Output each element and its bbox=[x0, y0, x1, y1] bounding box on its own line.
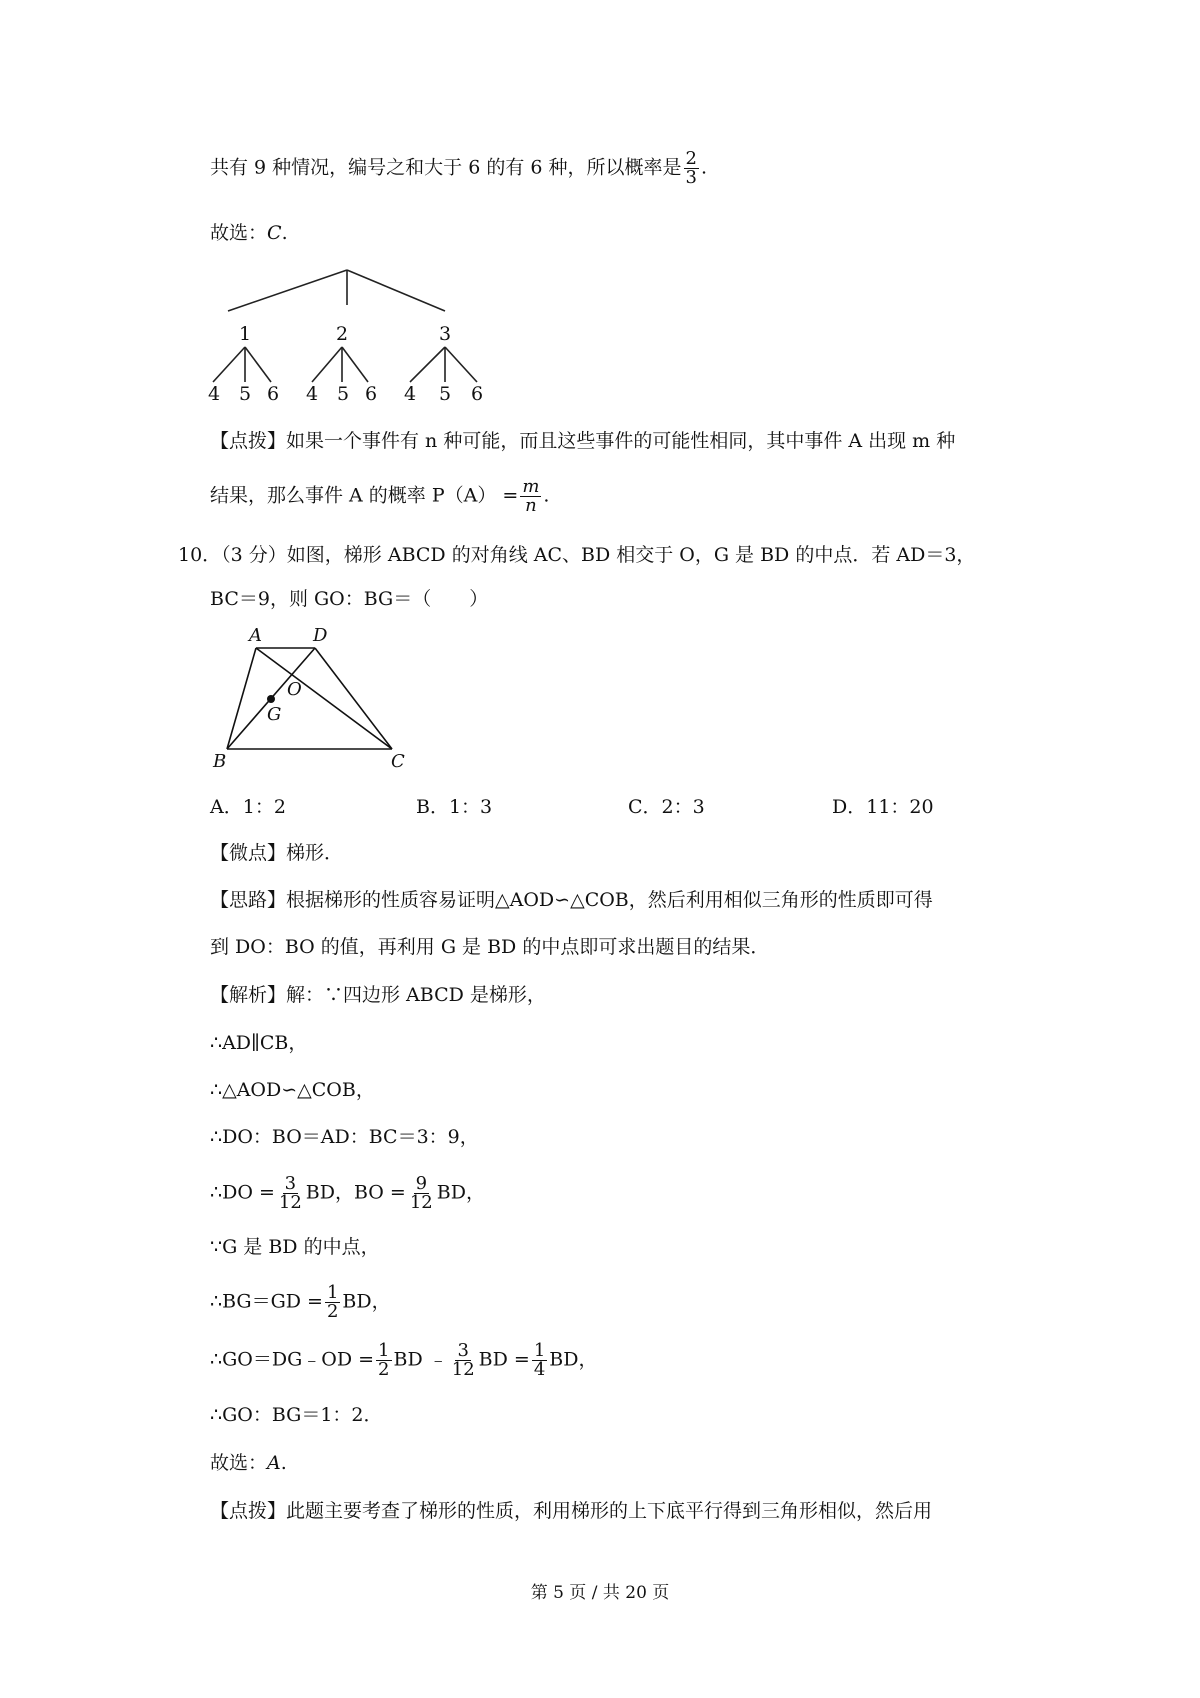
option-c[interactable]: C．2：3 bbox=[628, 796, 705, 818]
point-label-o: O bbox=[287, 679, 302, 700]
tree-node-1: 1 bbox=[239, 323, 252, 345]
prev-choice-line: 故选：C. bbox=[210, 222, 288, 244]
q10-stem-line-1: 10．（3 分）如图，梯形 ABCD 的对角线 AC、BD 相交于 O，G 是 BD 的中点．若 AD＝3， bbox=[178, 544, 976, 566]
tree-leaf: 6 bbox=[471, 383, 484, 405]
tree-leaf: 6 bbox=[365, 383, 378, 405]
q10-options bbox=[210, 792, 1010, 822]
solution-step: ∴△AOD∽△COB， bbox=[210, 1079, 375, 1101]
solution-step: ∴BG＝GD = $\frac{1}{2}$ BD， bbox=[210, 1282, 391, 1322]
tree-leaf: 5 bbox=[239, 383, 252, 405]
tree-node-2: 2 bbox=[336, 323, 349, 345]
tree-leaf: 4 bbox=[404, 383, 417, 405]
solution-step: ∴GO＝DG﹣OD = $\frac{1}{2}$ BD ﹣ $\frac{3}{12}$ BD = $\frac{1}{4}$ BD， bbox=[210, 1340, 598, 1380]
option-d[interactable]: D．11：20 bbox=[832, 796, 934, 818]
tree-leaf: 6 bbox=[267, 383, 280, 405]
tree-diagram bbox=[205, 265, 525, 405]
solution-step: ∴DO = $\frac{3}{12}$ BD，BO = $\frac{9}{12}$ BD， bbox=[210, 1173, 485, 1213]
tree-leaf: 4 bbox=[306, 383, 319, 405]
vertex-label-b: B bbox=[213, 751, 227, 770]
prev-summary-line: 共有 9 种情况，编号之和大于 6 的有 6 种，所以概率是 $\frac{2}{3}$ . bbox=[210, 148, 708, 188]
point-label-g: G bbox=[267, 704, 282, 725]
vertex-label-d: D bbox=[313, 625, 328, 646]
tree-node-3: 3 bbox=[439, 323, 452, 345]
prev-choice-value: C bbox=[267, 222, 282, 244]
fraction-two-thirds: $\frac{2}{3}$ bbox=[685, 148, 697, 188]
vertex-label-a: A bbox=[249, 625, 262, 646]
solution-step: ∴AD∥CB， bbox=[210, 1032, 308, 1054]
fraction-m-over-n: $\frac{m}{n}$ bbox=[522, 476, 540, 516]
q10-idea-line-2: 到 DO：BO 的值，再利用 G 是 BD 的中点即可求出题目的结果． bbox=[210, 936, 770, 958]
q10-tip-line: 【点拨】此题主要考查了梯形的性质，利用梯形的上下底平行得到三角形相似，然后用 bbox=[210, 1500, 933, 1522]
option-a[interactable]: A．1：2 bbox=[210, 796, 286, 818]
trapezoid-figure bbox=[205, 625, 425, 770]
tree-leaf: 5 bbox=[439, 383, 452, 405]
vertex-label-c: C bbox=[391, 751, 405, 770]
tree-leaf: 4 bbox=[208, 383, 221, 405]
q10-point-line: 【微点】梯形． bbox=[210, 842, 344, 864]
prev-summary-text: 共有 9 种情况，编号之和大于 6 的有 6 种，所以概率是 bbox=[210, 156, 682, 179]
q10-stem-line-2: BC＝9，则 GO：BG＝（ ） bbox=[210, 588, 489, 610]
solution-step: ∴DO：BO＝AD：BC＝3：9， bbox=[210, 1126, 479, 1148]
solution-step: ∵G 是 BD 的中点， bbox=[210, 1236, 380, 1258]
q10-choice-line: 故选：A. bbox=[210, 1452, 287, 1474]
option-b[interactable]: B．1：3 bbox=[416, 796, 493, 818]
q10-solution-intro: 【解析】解：∵四边形 ABCD 是梯形， bbox=[210, 984, 546, 1006]
prev-tip-line-1: 【点拨】如果一个事件有 n 种可能，而且这些事件的可能性相同，其中事件 A 出现 m 种 bbox=[210, 430, 956, 452]
page-footer: 第 5 页 / 共 20 页 bbox=[530, 1583, 670, 1603]
tip-label: 【点拨】 bbox=[210, 430, 287, 452]
prev-tip-line-2: 结果，那么事件 A 的概率 P（A） = $\frac{m}{n}$ . bbox=[210, 476, 550, 516]
tree-leaf: 5 bbox=[337, 383, 350, 405]
q10-idea-line-1: 【思路】根据梯形的性质容易证明△AOD∽△COB，然后利用相似三角形的性质即可得 bbox=[210, 889, 933, 911]
solution-step: ∴GO：BG＝1：2． bbox=[210, 1404, 383, 1426]
q10-choice-value: A bbox=[267, 1452, 281, 1474]
